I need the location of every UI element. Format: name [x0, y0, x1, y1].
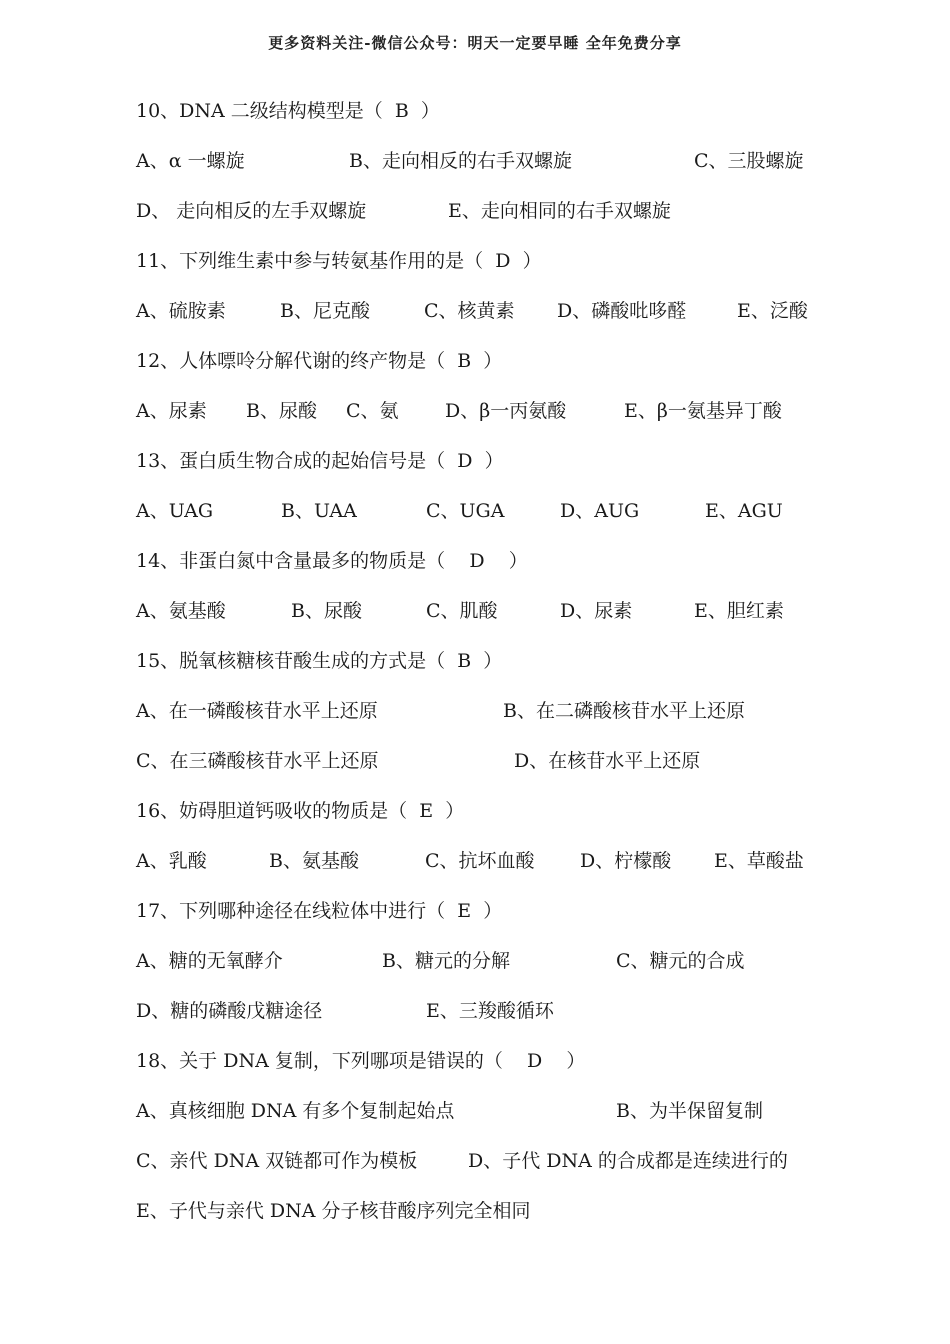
- option-text: D、子代 DNA 的合成都是连续进行的: [468, 1150, 788, 1172]
- option-text: B、尼克酸: [280, 300, 370, 322]
- question-text: 12、人体嘌呤分解代谢的终产物是（ B ）: [136, 350, 503, 372]
- option-text: D、柠檬酸: [580, 850, 672, 872]
- option-text: B、为半保留复制: [616, 1100, 763, 1122]
- option-text: D、AUG: [560, 500, 640, 522]
- option-text: D、 走向相反的左手双螺旋: [136, 200, 367, 222]
- option-text: B、氨基酸: [269, 850, 359, 872]
- question-text: 10、DNA 二级结构模型是（ B ）: [136, 100, 440, 122]
- option-text: A、α 一螺旋: [136, 150, 245, 172]
- option-text: E、泛酸: [737, 300, 808, 322]
- option-text: A、真核细胞 DNA 有多个复制起始点: [136, 1100, 455, 1122]
- option-text: C、UGA: [426, 500, 505, 522]
- question-text: 14、非蛋白氮中含量最多的物质是（ D ）: [136, 550, 528, 572]
- option-text: C、氨: [346, 400, 399, 422]
- option-text: D、磷酸吡哆醛: [557, 300, 687, 322]
- option-text: B、糖元的分解: [382, 950, 510, 972]
- option-text: A、硫胺素: [136, 300, 226, 322]
- option-text: D、糖的磷酸戊糖途径: [136, 1000, 323, 1022]
- option-text: C、三股螺旋: [694, 150, 804, 172]
- option-text: E、胆红素: [694, 600, 784, 622]
- option-text: C、在三磷酸核苷水平上还原: [136, 750, 379, 772]
- option-text: B、UAA: [281, 500, 357, 522]
- question-text: 13、蛋白质生物合成的起始信号是（ D ）: [136, 450, 504, 472]
- option-text: A、糖的无氧酵介: [136, 950, 283, 972]
- option-text: B、走向相反的右手双螺旋: [349, 150, 572, 172]
- option-text: A、在一磷酸核苷水平上还原: [136, 700, 378, 722]
- question-text: 16、妨碍胆道钙吸收的物质是（ E ）: [136, 800, 465, 822]
- option-text: B、在二磷酸核苷水平上还原: [503, 700, 745, 722]
- option-text: E、AGU: [705, 500, 783, 522]
- option-text: D、β一丙氨酸: [445, 400, 567, 422]
- option-text: D、在核苷水平上还原: [514, 750, 701, 772]
- question-text: 15、脱氧核糖核苷酸生成的方式是（ B ）: [136, 650, 503, 672]
- option-text: A、尿素: [136, 400, 207, 422]
- question-text: 18、关于 DNA 复制，下列哪项是错误的（ D ）: [136, 1050, 586, 1072]
- option-text: D、尿素: [560, 600, 633, 622]
- option-text: A、氨基酸: [136, 600, 226, 622]
- option-text: E、走向相同的右手双螺旋: [448, 200, 671, 222]
- option-text: C、抗坏血酸: [425, 850, 535, 872]
- option-text: C、糖元的合成: [616, 950, 745, 972]
- option-text: A、UAG: [136, 500, 214, 522]
- option-text: C、核黄素: [424, 300, 515, 322]
- question-text: 17、下列哪种途径在线粒体中进行（ E ）: [136, 900, 503, 922]
- option-text: E、草酸盐: [714, 850, 804, 872]
- option-text: C、肌酸: [426, 600, 498, 622]
- option-text: E、β一氨基异丁酸: [624, 400, 782, 422]
- option-text: C、亲代 DNA 双链都可作为模板: [136, 1150, 418, 1172]
- option-text: B、尿酸: [246, 400, 317, 422]
- question-text: 11、下列维生素中参与转氨基作用的是（ D ）: [136, 250, 542, 272]
- option-text: E、三羧酸循环: [426, 1000, 554, 1022]
- option-text: A、乳酸: [136, 850, 207, 872]
- page-header: 更多资料关注-微信公众号：明天一定要早睡 全年免费分享: [268, 34, 682, 52]
- option-text: B、尿酸: [291, 600, 362, 622]
- option-text: E、子代与亲代 DNA 分子核苷酸序列完全相同: [136, 1200, 531, 1222]
